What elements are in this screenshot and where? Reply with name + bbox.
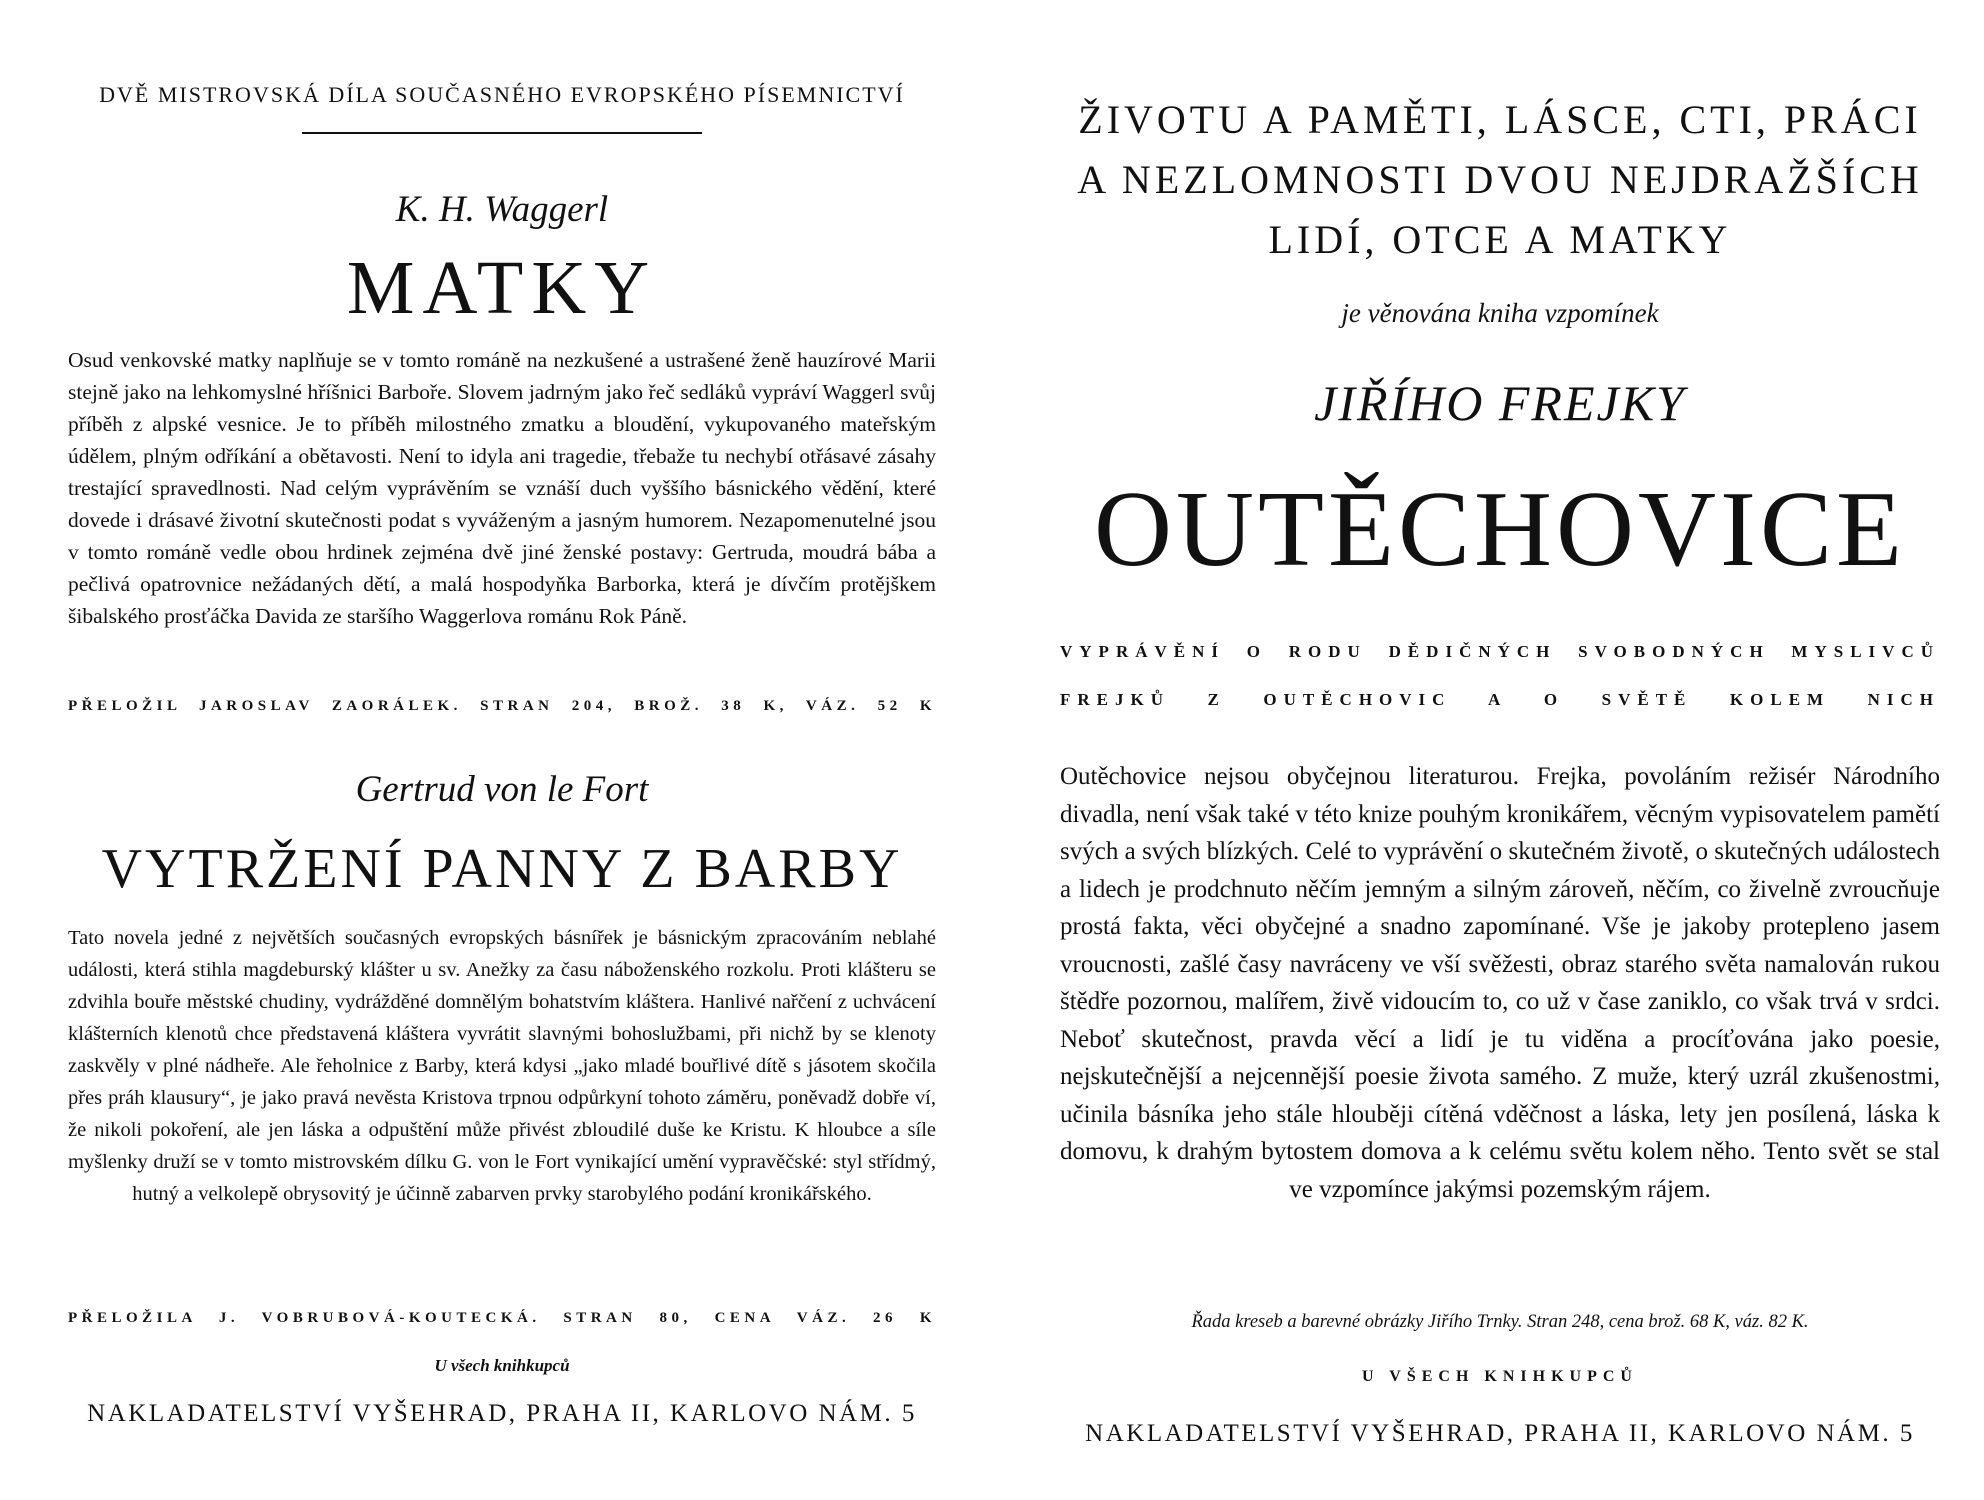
book1-title: MATKY — [346, 246, 658, 330]
publisher-line: NAKLADATELSTVÍ VYŠEHRAD, PRAHA II, KARLOVO NÁM. 5 — [1085, 1420, 1915, 1447]
book2-title: VYTRŽENÍ PANNY Z BARBY — [101, 838, 903, 900]
subtitle-line-2: FREJKŮ Z OUTĚCHOVIC A O SVĚTĚ KOLEM NICH — [1060, 690, 1940, 709]
availability-note: U všech knihkupců — [434, 1356, 570, 1375]
book1-author: K. H. Waggerl — [395, 189, 609, 230]
book-author: JIŘÍHO FREJKY — [1314, 375, 1686, 431]
illustrations-note: Řada kreseb a barevné obrázky Jiřího Trnky. Stran 248, cena brož. 68 K, váz. 82 K. — [1191, 1312, 1809, 1332]
book-description: Outěchovice nejsou obyčejnou literaturou. Frejka, povoláním režisér Národního divadla, není však také v této knize pouhým kronikářem, věcným vypisovatelem pamětí svých a svých blízkých. Celé to vyprávění o skutečném životě, o skutečných událostech a lidech je prodchnuto něčím jemným a silným zároveň, něčím, co živelně zvroucňuje prostá fakta, věci obyčejné a snadno zapomínané. Vše je jakoby protepleno jasem vroucnosti, zašlé časy navráceny ve vší svěžesti, obraz starého světa namalován rukou štědře pozornou, malířem, živě vidoucím to, co už v čase zaniklo, co však trvá v srdci. Neboť skutečnost, pravda věcí a lidí je tu viděna a procíťována jako poesie, nejskutečnější a nejcennější poesie života samého. Z muže, který uzrál zkušenostmi, učinila básníka jeho stále hlouběji cítěná vděčnost a láska, lety jen posílená, láska k domovu, k drahým bytostem domova a k celému světu kolem něho. Tento svět se stal ve vzpomínce jakýmsi pozemským rájem. — [1060, 763, 1940, 1203]
book1-credit: PŘELOŽIL JAROSLAV ZAORÁLEK. STRAN 204, BROŽ. 38 K, VÁZ. 52 K — [68, 698, 936, 714]
book-title: OUTĚCHOVICE — [1094, 470, 1906, 589]
book2-credit: PŘELOŽILA J. VOBRUBOVÁ-KOUTECKÁ. STRAN 80, CENA VÁZ. 26 K — [68, 1310, 936, 1326]
book2-description: Tato novela jedné z největších současných evropských básnířek je básnickým zpracováním neblahé události, která stihla magdeburský klášter u sv. Anežky za času náboženského rozkolu. Proti klášteru se zdvihla bouře městské chudiny, vydrážděné domnělým bohatstvím kláštera. Hanlivé nařčení z uchvácení klášterních klenotů chce představená kláštera vyvrátit slavnými bohoslužbami, při nichž by se klenoty zaskvěly v plné nádheře. Ale řeholnice z Barby, která kdysi „jako mladé bouřlivé dítě s jásotem skočila přes práh klausury“, je jako pravá nevěsta Kristova trpnou odpůrkyní tohoto záměru, poněvadž dobře ví, že nikoli pokoření, ale jen láska a odpuštění může přivést zbloudilé duše ke Kristu. K hloubce a síle myšlenky druží se v tomto mistrovském dílku G. von le Fort vynikající umění vypravěčské: styl střídmý, hutný a velkolepě obrysovitý je účinně zabarven prvky starobylého podání kronikářského. — [68, 927, 936, 1205]
dedication-line: je věnována kniha vzpomínek — [1341, 298, 1659, 328]
dedication: ŽIVOTU A PAMĚTI, LÁSCE, CTI, PRÁCI A NEZLOMNOSTI DVOU NEJDRAŽŠÍCH LIDÍ, OTCE A MATKY — [1077, 97, 1923, 262]
header-divider — [302, 132, 702, 134]
subtitle-line-1: VYPRÁVĚNÍ O RODU DĚDIČNÝCH SVOBODNÝCH MYSLIVCŮ — [1060, 642, 1940, 661]
right-page — [1060, 0, 1940, 1500]
availability-note: U VŠECH KNIHKUPCŮ — [1362, 1368, 1638, 1385]
book-subtitle — [1060, 628, 1940, 724]
left-page — [68, 0, 936, 1500]
book2-author: Gertrud von le Fort — [355, 769, 649, 810]
page-header: DVĚ MISTROVSKÁ DÍLA SOUČASNÉHO EVROPSKÉHO PÍSEMNICTVÍ — [99, 82, 905, 107]
book1-description: Osud venkovské matky naplňuje se v tomto románě na nezkušené a ustrašené ženě hauzírové Marii stejně jako na lehkomyslné hříšnici Barboře. Slovem jadrným jako řeč sedláků vypráví Waggerl svůj příběh z alpské vesnice. Je to příběh milostného zmatku a bloudění, vykupovaného mateřským údělem, plným odříkání a obětavosti. Není to idyla ani tragedie, třebaže tu nechybí otřásavé zásahy trestající spravedlnosti. Nad celým vyprávěním se vznáší duch vyššího básnického vědění, které dovede i drásavé životní skutečnosti podat s vyváženým a jasným humorem. Nezapomenutelné jsou v tomto románě vedle obou hrdinek zejména dvě jiné ženské postavy: Gertruda, moudrá bába a pečlivá opatrovnice nežádaných dětí, a malá hospodyňka Barborka, která je dívčím protějškem šibalského prosťáčka Davida ze staršího Waggerlova románu Rok Páně. — [68, 348, 936, 628]
publisher-line: NAKLADATELSTVÍ VYŠEHRAD, PRAHA II, KARLOVO NÁM. 5 — [87, 1400, 917, 1427]
